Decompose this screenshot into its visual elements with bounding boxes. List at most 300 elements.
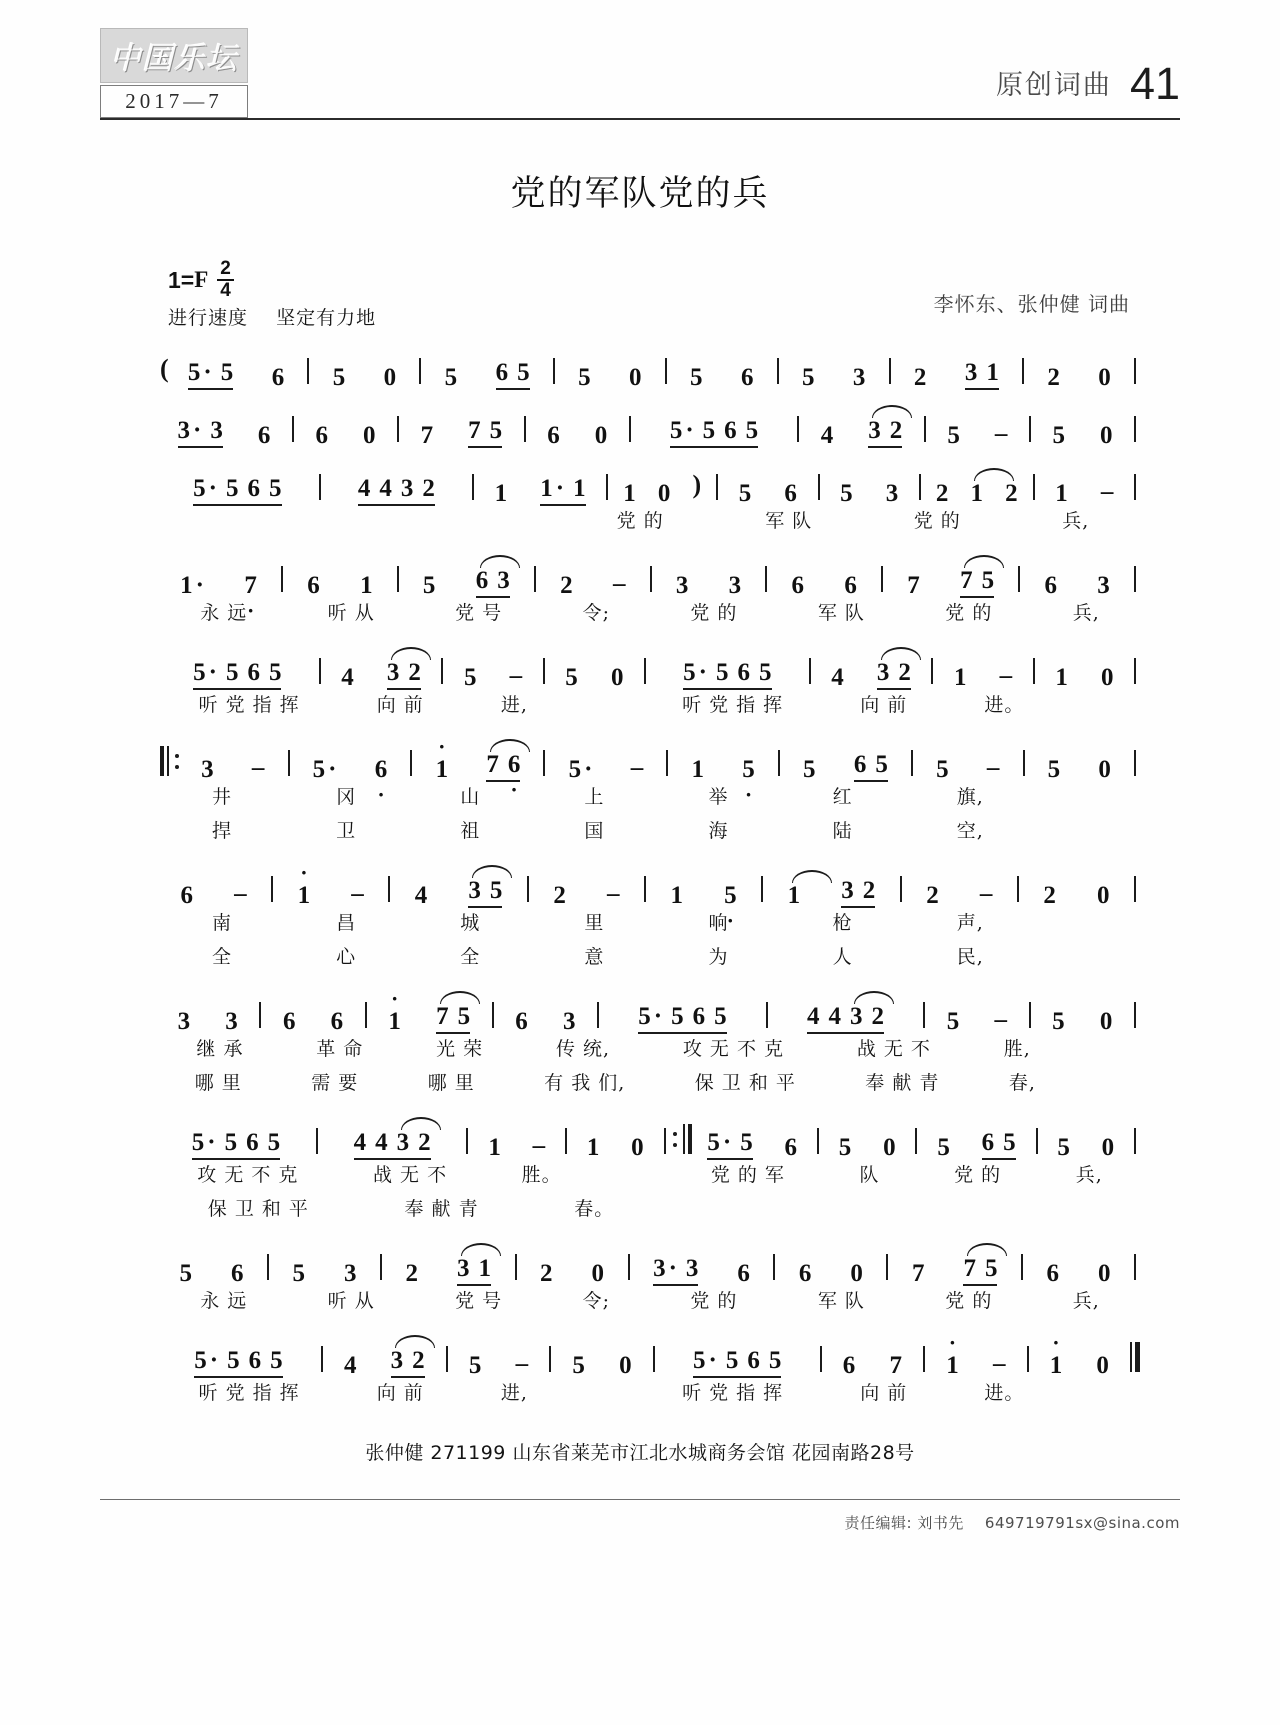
lyric-cell [393,1068,509,1095]
note-holder [611,665,624,690]
note-holder [180,573,204,598]
beam-group [638,1004,726,1034]
note-holder [690,365,703,390]
note: 2 [405,1260,419,1287]
note-holder: – [992,1350,1006,1377]
note: 2 [422,475,435,502]
note: 6 · [375,756,388,789]
note-holder [540,1261,553,1286]
lyric-text: 党 的 军 [710,1164,785,1186]
note: 1 [360,572,373,599]
note-holder [225,1009,238,1034]
repeat-end-barline [670,1124,692,1154]
note: 0 [619,1352,632,1379]
lyric-cell [532,908,656,935]
beam-group [354,1130,431,1160]
note-holder [840,481,853,506]
note-holder [178,418,202,443]
beam-group [192,1130,280,1160]
note: 7 [420,422,434,449]
measure [906,858,1013,908]
note-holder [572,1353,585,1378]
note-holder [193,660,217,685]
note: 0 [657,480,671,507]
beam-group [707,1130,752,1160]
note-holder [629,365,642,390]
note: 2 [862,877,876,904]
note-holder [231,1261,244,1286]
measure [287,548,393,598]
barline [1033,658,1035,684]
note: 7 · [244,572,257,605]
note: 5 [422,572,436,599]
note: 5 [565,664,578,691]
tempo-text: 进行速度 [168,307,249,329]
beam-group [391,1348,425,1378]
measure [1035,398,1130,448]
barline [319,474,321,500]
note: 6 [842,1352,856,1379]
lyric-text: 春。 [574,1198,615,1220]
lyric-text: 继 承 [196,1038,244,1060]
lyric-text: 兵, [1075,1164,1103,1186]
barline [644,658,646,684]
lyric-cell [408,816,532,843]
note: 5 · [569,756,593,789]
lyric-cell [657,782,781,809]
note-holder [1096,1353,1109,1378]
note: 5 [875,751,888,778]
note: 5 · [194,1347,218,1380]
note-holder [315,423,328,448]
note-holder [1043,883,1056,908]
note-holder [726,1348,739,1373]
note-holder [936,757,949,782]
barline [319,658,321,684]
note: 6 [515,1008,528,1035]
note-holder [788,883,801,908]
note-holder [486,752,499,777]
lyric-row [160,1160,1140,1194]
barline [1033,474,1035,500]
note-holder [868,418,881,443]
measure [650,858,757,908]
note: 0 [383,364,397,391]
lyric-text: 令; [582,602,610,624]
barline [565,1128,567,1154]
note: 6 [737,659,751,686]
note: 5 [489,417,503,444]
lyric-text: 枪 [832,912,853,934]
note-row [160,456,1140,506]
lyric-text: 向 前 [376,1382,424,1404]
barline [818,474,820,500]
note-holder [227,1348,240,1373]
lyric-text: 党 号 [455,1290,503,1312]
lyric-text: 意 [584,946,605,968]
note: 5 [738,480,752,507]
barline [271,876,273,902]
note: 5 · [683,659,707,692]
lyric-cell [657,942,781,969]
music-score [0,340,1280,1412]
beam-group [540,476,585,506]
note-holder [970,481,983,506]
note-holder: – [351,880,364,907]
barline [553,358,555,384]
measure [160,548,277,598]
note-holder [268,1130,281,1155]
note: 6 [247,659,260,686]
lyric-text: 保 卫 和 平 [694,1072,796,1094]
beam-group [982,1130,1016,1160]
beam-group [188,360,233,390]
note: 6 [315,422,328,449]
barline [534,566,536,592]
barline [466,1128,468,1154]
note: 1 [478,1255,492,1282]
note: 1 · [180,572,204,605]
note-holder [547,423,560,448]
note-holder [841,878,854,903]
note-holder [225,1130,238,1155]
open-paren: ( [160,354,169,383]
barline [664,1128,666,1154]
note-row [160,398,1140,448]
score-system [160,732,1140,850]
note: · 1 [1050,1352,1063,1385]
note-holder [331,1009,344,1034]
note: 2 [913,364,927,391]
measure [783,340,885,390]
note-holder [333,365,346,390]
note-holder [1052,1009,1065,1034]
barline [281,566,283,592]
lyric-text: 光 荣 [436,1038,484,1060]
lyric-row [160,1068,1140,1102]
barline [365,1002,367,1028]
note: 1 [1055,480,1068,507]
note-holder [716,660,729,685]
note: 6 [282,1008,296,1035]
note: 6 · [508,751,521,784]
lyric-text: 党 的 [690,602,738,624]
lyric-text: 南 [212,912,233,934]
measure [160,640,315,690]
barline [900,876,902,902]
lyric-cell [660,1068,831,1095]
measure [650,640,805,690]
note: 1 [623,480,636,507]
note: 5 [981,567,995,594]
note: 3 [685,1255,699,1282]
lyric-cell [650,1286,777,1313]
note: 5 [1047,756,1061,783]
lyric-cell [338,690,462,717]
note: 7 [889,1352,902,1379]
measure [1023,858,1130,908]
note: 0 [1096,882,1110,909]
measure [160,858,267,908]
note-holder [201,757,214,782]
note: 5 [745,417,759,444]
key-label: 1= [168,266,195,293]
note-holder [421,423,434,448]
footer-divider [100,1499,1180,1500]
measure [1039,640,1130,690]
barline [446,1346,448,1372]
note: 5 [227,1347,240,1374]
barline [472,474,474,500]
note-holder [936,481,949,506]
lyric-text: 春, [1008,1072,1036,1094]
barline [1036,1128,1038,1154]
note-holder [1101,665,1114,690]
note-holder [517,360,530,385]
note: 5 [838,1134,852,1161]
note: 6 [1046,1260,1059,1287]
barline [527,876,529,902]
lyric-text: 革 命 [316,1038,364,1060]
score-system [160,858,1140,976]
lyric-cell [160,908,284,935]
note-holder [965,360,978,385]
note-holder [738,660,751,685]
note: 3 [497,567,510,594]
note: 5 [716,659,729,686]
note-holder [850,1261,863,1286]
note-holder [676,573,689,598]
barline [765,566,767,592]
note-holder [247,660,260,685]
lyric-cell [674,1160,823,1187]
note: 5 · [313,756,337,789]
measure [294,732,407,782]
note-holder [283,1009,296,1034]
lyric-cell [974,1068,1070,1095]
lyric-text: 奉 献 青 [865,1072,940,1094]
barline [1134,1002,1136,1028]
measure [371,984,488,1034]
measure [656,548,762,598]
note-holder [1098,1261,1111,1286]
lyric-row [160,690,1140,724]
tempo-marking [168,303,376,330]
note-holder [1044,573,1057,598]
note: 5 [840,480,853,507]
lyric-text: 听 党 指 挥 [682,694,784,716]
page-title: 党的军队党的兵 [510,174,770,214]
lyric-cell [820,1034,967,1061]
lyric-cell [357,1194,527,1221]
note-holder [246,1130,259,1155]
beam-group [653,1256,698,1286]
lyric-text: 听 从 [327,602,375,624]
author-address: 张仲健 271199 山东省莱芜市江北水城商务会馆 花园南路28号 [365,1442,915,1464]
note: 6 [247,475,260,502]
note: 6 [853,751,867,778]
note-holder [714,1004,727,1029]
lyric-cell [520,1034,647,1061]
note: 4 [820,422,834,449]
barline [410,750,412,776]
note: 6 [798,1260,812,1287]
note-holder [595,423,608,448]
note-holder [497,568,510,593]
note: 5 [936,756,949,783]
lyric-cell [284,942,408,969]
note-holder [692,757,705,782]
note-holder [415,883,428,908]
barline [817,1128,819,1154]
beam-group [496,360,530,390]
lyric-text: 民, [956,946,984,968]
measure [892,1236,1017,1286]
note-holder [298,883,311,908]
note-holder [803,757,816,782]
note: 2 [935,480,949,507]
note: 6 [475,567,489,594]
note: 5 [220,359,234,386]
note-holder [982,568,995,593]
measure [416,732,539,782]
note-holder [986,360,999,385]
barline [1134,358,1136,384]
note-holder [871,1004,884,1029]
lyric-row [160,816,1140,850]
measure [692,1110,813,1160]
note-holder [375,757,388,782]
lyric-cell [276,1068,392,1095]
note: 6 [248,1347,262,1374]
barline [924,416,926,442]
note-holder [844,573,857,598]
measure [826,1328,919,1378]
note-holder [1100,1009,1113,1034]
note: 3 [468,877,481,904]
measure [403,398,520,448]
barline [388,876,390,902]
note: 6 [724,417,737,444]
measure [478,456,602,506]
note: 3 [675,572,689,599]
measure [1039,456,1130,506]
barline [797,416,799,442]
note: 6 [844,572,857,599]
lyric-text: 兵, [1072,602,1100,624]
note-holder [889,1353,902,1378]
note: 5 [468,1352,482,1379]
note: 3 · [653,1255,677,1288]
barline [1022,358,1024,384]
note: 5 · [693,1347,717,1380]
note-holder [341,665,354,690]
score-system [160,548,1140,632]
note-holder [740,1130,753,1155]
lyric-cell [650,598,777,625]
note-holder [436,757,449,782]
note-holder [693,1348,717,1373]
lyric-text: 人 [832,946,853,968]
lyric-text: 红 [832,786,853,808]
note: 6 [692,1003,706,1030]
beam-group [965,360,999,390]
lyric-text: 冈 [336,786,357,808]
measure [160,1236,263,1286]
lyric-cell [532,942,656,969]
barline [1017,876,1019,902]
note: · 1 [298,882,311,915]
note-holder [270,1348,283,1373]
measure [925,456,1029,506]
beam-group [868,418,902,448]
note: 3 [728,572,742,599]
beam-group [436,1004,470,1034]
note: 5 [714,1003,727,1030]
beam-group [468,418,502,448]
lyric-cell [905,816,1036,843]
editor-email: 649719791sx@sina.com [984,1514,1180,1532]
note-holder [907,573,920,598]
lyric-text: 党 的 [954,1164,1002,1186]
note: 5 [464,664,477,691]
measure [784,732,907,782]
measure [930,398,1025,448]
note-row [160,640,1140,690]
editor-label: 责任编辑: [844,1514,913,1532]
note: 5 [224,1129,238,1156]
lyric-text: 里 [584,912,605,934]
beam-group [178,418,223,448]
note-holder [226,660,239,685]
note-holder [244,573,257,598]
note-holder [569,757,593,782]
note-holder [397,1130,410,1155]
measure [824,456,915,506]
measure [540,548,646,598]
lyric-cell [509,1068,660,1095]
barline [606,474,608,500]
key-signature [168,260,234,300]
lyric-cell [781,816,905,843]
lyric-row [160,1194,1140,1228]
note: 0 [591,1260,605,1287]
barline [809,658,811,684]
note: 1 [787,882,801,909]
lyric-text: 有 我 们, [544,1072,626,1094]
measure [322,1110,463,1160]
note: 0 [610,664,624,691]
measure [394,858,523,908]
note-holder [1057,1135,1070,1160]
note-holder [436,1004,449,1029]
note-holder [249,1348,262,1373]
note-holder: – [994,420,1008,447]
note: 0 [1096,1352,1109,1379]
note-holder [578,365,591,390]
note-holder [954,665,967,690]
note: 5 [725,1347,739,1374]
note-holder [469,1353,482,1378]
magazine-logo-block [100,28,248,118]
measure [530,398,625,448]
note-holder [560,573,573,598]
beam-group [807,1004,884,1034]
note-holder [737,1261,750,1286]
note: 5 [946,1008,960,1035]
note-holder: – [994,1006,1007,1033]
lyric-text: 党 的 [945,602,993,624]
